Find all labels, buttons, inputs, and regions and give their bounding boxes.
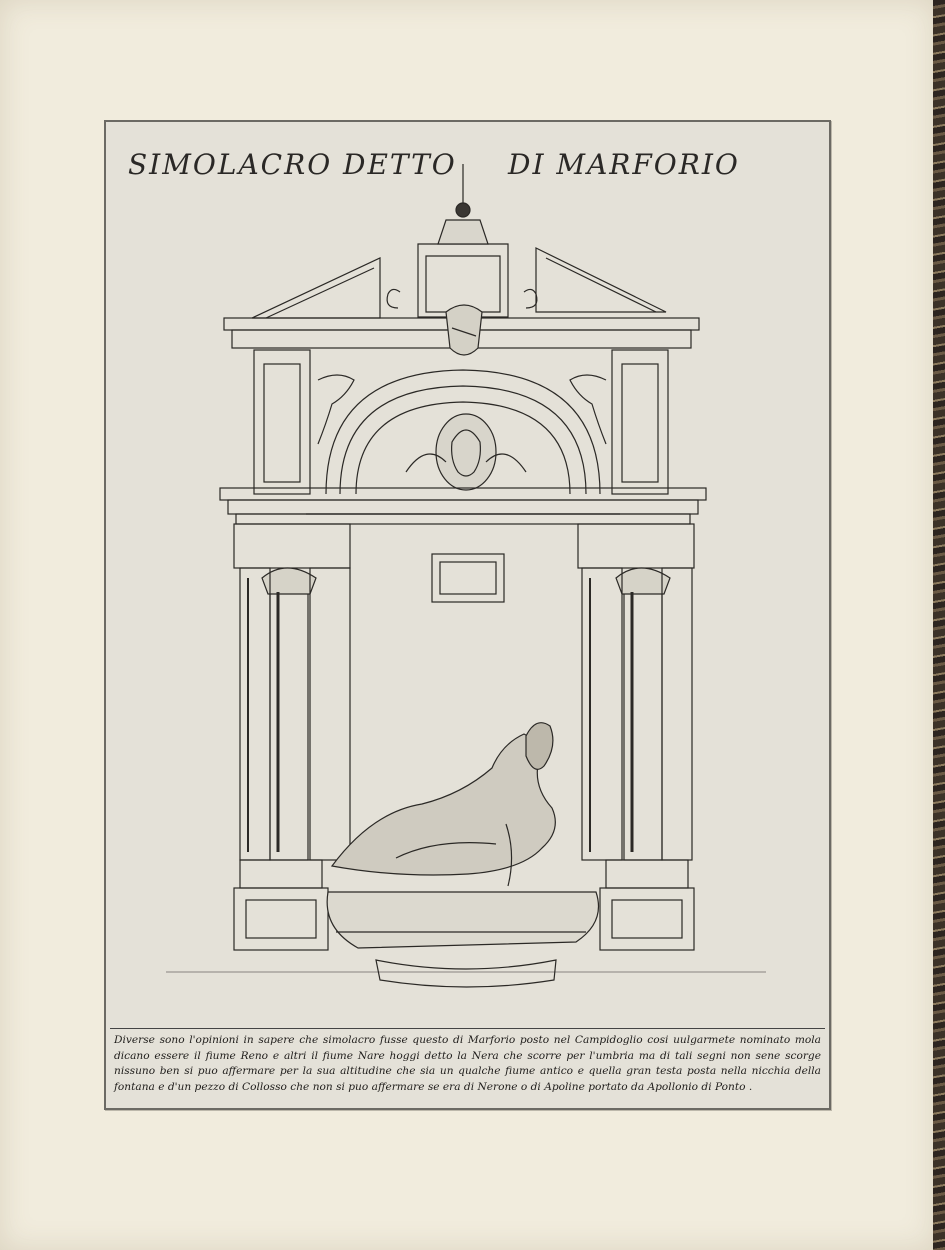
plate-caption: Diverse sono l'opinioni in sapere che simolacro fusse questo di Marforio posto nel Campidoglio cosi uulgarmete nominato mola dicano essere il fiume Reno e altri il fiume Nare hoggi detto la Nera che scorre per l'umbria ma di tali segni non sene scorge nissuno ben si puo affermare per la sua altitudine che sia un qualche fiume antico e quella gran testa posta nella nicchia della fontana e d'un pezzo di Collosso che non si puo affermare se era di Nerone o di Apoline portato da Apollonio di Ponto . [114,1034,821,1093]
title-left: SIMOLACRO DETTO [128,148,457,181]
engraving-plate [104,120,831,1110]
marforio-fountain-engraving [106,122,829,1022]
caption-box [110,1028,825,1109]
title-right: DI MARFORIO [508,148,740,181]
marbled-edge [933,0,945,1250]
